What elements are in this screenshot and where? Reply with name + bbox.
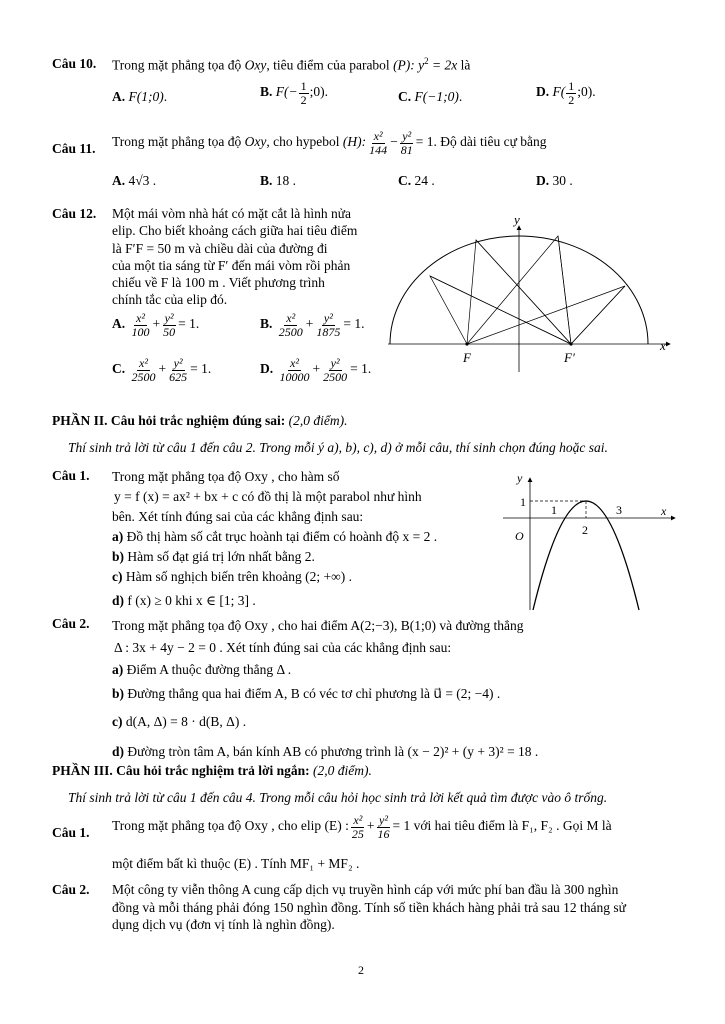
option-c[interactable]: C. 24 . [398,173,435,188]
light-rays [430,236,625,344]
focus-f-label: F [463,350,471,365]
option-a[interactable]: A. $\frac{\text{x²}}{100}$ + $\frac{\text{y²}}{50}$ = 1. [112,311,200,339]
question-11: Câu 11. [52,141,96,156]
option-c[interactable]: C. F(−1;0). [398,89,463,104]
y-tick-1: 1 [520,495,526,509]
statement-b[interactable]: b) Đường thẳng qua hai điểm A, B có véc tơ chỉ phương là u⃗ = (2; −4) . [112,686,501,701]
option-d[interactable]: D. F( $\frac{1}{2}$ ;0). [536,79,596,107]
option-b[interactable]: B. 18 . [260,173,297,188]
x-tick-2: 2 [582,523,588,537]
statement-a[interactable]: a) Đồ thị hàm số cắt trục hoành tại điểm có hoành độ x = 2 . [112,529,438,544]
part3-question-1-text: Trong mặt phẳng tọa độ Oxy , cho elip (E) : $\frac{\text{x²}}{25}$ + $\frac{\text{y²}}{16}$ = 1 với hai tiêu điểm là F₁, F₂ . Gọi M là [112,813,612,841]
option-c[interactable]: C. $\frac{\text{x²}}{2500}$ + $\frac{\text{y²}}{625}$ = 1. [112,356,212,384]
option-d[interactable]: D. $\frac{\text{x²}}{10000}$ + $\frac{\text{y²}}{2500}$ = 1. [260,356,372,384]
part2-question-1-text: Trong mặt phẳng tọa độ Oxy , cho hàm số y = f (x) = ax² + bx + c có đồ thị là một parabol như hình bên. Xét tính đúng sai của các khẳng định sau: [112,469,422,524]
y-axis-label: y [517,471,523,485]
question-12: Câu 12. [52,206,97,221]
part3-question-2-text: Một công ty viễn thông A cung cấp dịch vụ truyền hình cáp với mức phí ban đầu là 300 nghìn đồng và mỗi tháng phải đóng 150 nghìn đồng. Tính số tiền khách hàng phải trả sau 12 tháng sử dụng dịch vụ (đơn vị tính là nghìn đồng). [112,882,626,932]
part2-question-2: Câu 2. [52,616,90,631]
statement-c[interactable]: c) d(A, Δ) = 8 · d(B, Δ) . [112,714,247,729]
question-12-text: Một mái vòm nhà hát có mặt cắt là hình nửa elip. Cho biết khoảng cách giữa hai tiêu điểm là F′F = 50 m và chiều dài của đường đi của một tia sáng từ F′ đến mái vòm rồi phản chiếu về F là 100 m . Viết phương trình chính tắc của elip đó. [112,206,358,308]
y-axis-label: y [514,212,520,227]
part2-instruction: Thí sinh trả lời từ câu 1 đến câu 2. Trong mỗi ý a), b), c), d) ở mỗi câu, thí sinh chọn đúng hoặc sai. [68,440,608,455]
x-axis-label: x [660,338,666,353]
x-tick-1: 1 [551,503,557,517]
origin-label: O [515,529,524,543]
option-d[interactable]: D. 30 . [536,173,573,188]
question-10-text: Trong mặt phẳng tọa độ Oxy, tiêu điểm của parabol (P): $y^2 = 2x$ là [112,56,471,73]
question-10 [52,55,96,73]
statement-d[interactable]: d) f (x) ≥ 0 khi x ∈ [1; 3] . [112,593,256,608]
parabola-graph [495,470,680,612]
question-11-text: Trong mặt phẳng tọa độ Oxy, cho hypebol (H): $\frac{\text{x²}}{144}$ − $\frac{\text{y²}}{81}$ = 1. Độ dài tiêu cự bằng [112,129,547,157]
option-a[interactable]: A. F(1;0). [112,89,168,104]
part2-heading: PHẦN II. Câu hỏi trắc nghiệm đúng sai: (2,0 điểm). [52,413,348,428]
page-number: 2 [358,963,364,977]
part3-instruction: Thí sinh trả lời từ câu 1 đến câu 4. Trong mỗi câu hỏi học sinh trả lời kết quả tìm được vào ô trống. [68,790,608,805]
part3-heading: PHẦN III. Câu hỏi trắc nghiệm trả lời ngắn: (2,0 điểm). [52,763,372,778]
part2-question-2-text: Trong mặt phẳng tọa độ Oxy , cho hai điểm A(2;−3), B(1;0) và đường thẳng Δ : 3x + 4y − 2 = 0 . Xét tính đúng sai của các khẳng định sau: a) Điểm A thuộc đường thẳng Δ . b) Đường thẳng qua hai điểm A, B có véc tơ chỉ phương là u⃗ = (2; −4) . c) d(A, Δ) = 8 · d(B, Δ) . d) Đường tròn tâm A, bán kính AB có phương trình là (x − 2)² + (y + 3)² = 18 . [112,615,538,763]
question-number: Câu 10. [52,56,97,71]
part3-question-2: Câu 2. [52,882,90,897]
statement-d[interactable]: d) Đường tròn tâm A, bán kính AB có phương trình là (x − 2)² + (y + 3)² = 18 . [112,744,539,759]
part2-question-1-items [112,527,437,611]
part3-question-1: Câu 1. [52,825,90,840]
statement-b[interactable]: b) Hàm số đạt giá trị lớn nhất bằng 2. [112,549,315,564]
option-b[interactable]: B. F(− $\frac{1}{2}$ ;0). [260,79,328,107]
part2-question-1: Câu 1. [52,468,90,483]
statement-a[interactable]: a) Điểm A thuộc đường thẳng Δ . [112,662,292,677]
option-a[interactable]: A. 4√3 . [112,173,157,188]
focus-fprime-label: F′ [564,350,575,365]
ellipse-dome-figure [380,212,680,374]
option-b[interactable]: B. $\frac{\text{x²}}{2500}$ + $\frac{\text{y²}}{1875}$ = 1. [260,311,365,339]
statement-c[interactable]: c) Hàm số nghịch biến trên khoảng (2; +∞) . [112,569,352,584]
x-axis-label: x [661,504,667,518]
part3-question-1-line2: một điểm bất kì thuộc (E) . Tính MF₁ + MF₂ . [112,856,360,871]
x-tick-3: 3 [616,503,622,517]
